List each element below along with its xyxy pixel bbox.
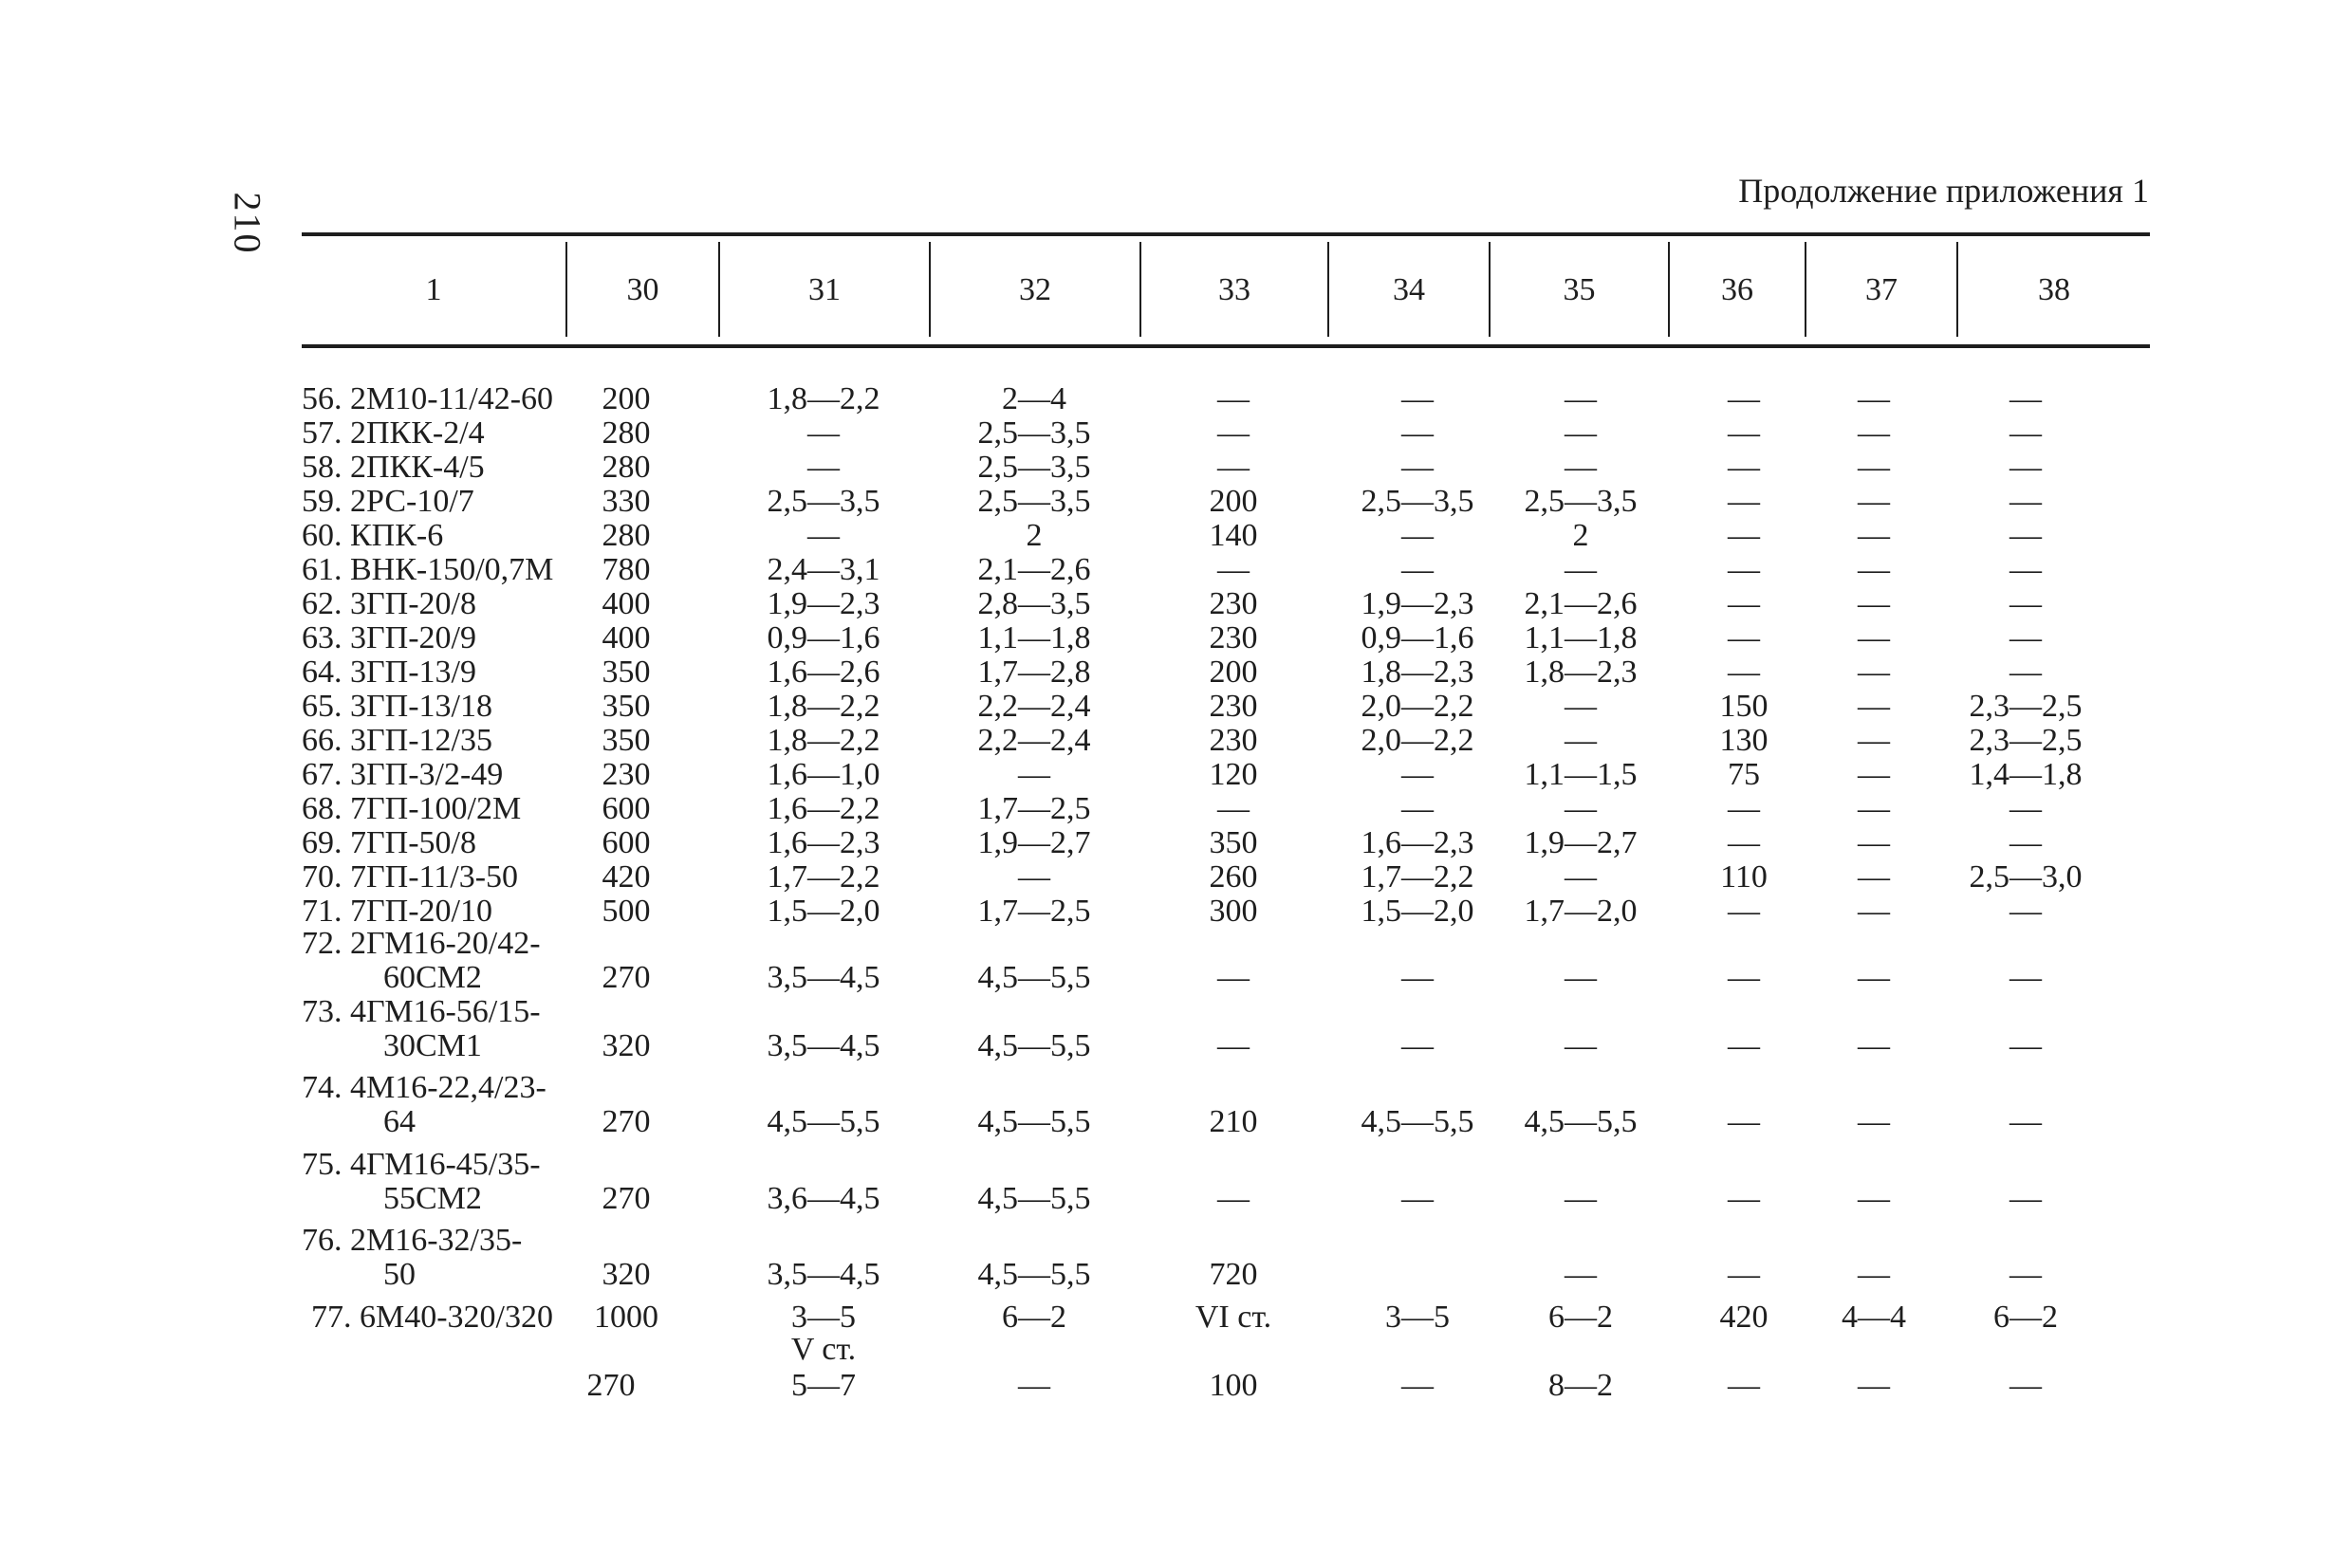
- row-name: 59. 2РС-10/7: [302, 484, 474, 519]
- table-cell: 1,6—2,2: [767, 791, 880, 826]
- table-cell: 200: [602, 381, 651, 416]
- row-name-continued: 64: [383, 1104, 416, 1139]
- table-cell: —: [2009, 620, 2042, 655]
- table-cell: —: [1217, 960, 1250, 995]
- table-cell: 2,5—3,5: [977, 415, 1091, 451]
- table-cell: VI ст.: [1195, 1300, 1272, 1335]
- table-cell: 3—5: [791, 1300, 856, 1335]
- table-cell: 2,0—2,2: [1361, 723, 1474, 758]
- caption: Продолжение приложения 1: [1738, 172, 2149, 210]
- table-cell: —: [2009, 552, 2042, 587]
- table-cell: —: [1728, 825, 1760, 860]
- table-cell: 1,9—2,7: [977, 825, 1091, 860]
- table-cell: —: [2009, 415, 2042, 451]
- table-cell: —: [1217, 552, 1250, 587]
- table-cell: 1,1—1,8: [977, 620, 1091, 655]
- table-cell: —: [1858, 757, 1890, 792]
- column-header: 30: [626, 271, 659, 307]
- table-cell: 8—2: [1548, 1368, 1613, 1403]
- column-header: 32: [1019, 271, 1051, 307]
- table-cell: 1,5—2,0: [767, 894, 880, 929]
- table-cell: 1,1—1,5: [1524, 757, 1638, 792]
- row-name-continued: 55СМ2: [383, 1181, 482, 1216]
- table-cell: 1,8—2,2: [767, 723, 880, 758]
- table-cell: —: [1565, 450, 1597, 485]
- table-cell: —: [1565, 1257, 1597, 1292]
- table-cell: 280: [602, 450, 651, 485]
- row-name: 70. 7ГП-11/3-50: [302, 859, 519, 895]
- table-cell: 500: [602, 894, 651, 929]
- table-cell: 420: [1719, 1300, 1769, 1335]
- table-cell: —: [1728, 415, 1760, 451]
- table-cell: 2,2—2,4: [977, 723, 1091, 758]
- table-cell: —: [1217, 1028, 1250, 1063]
- table-cell: 2,1—2,6: [1524, 586, 1638, 621]
- table-cell: 280: [602, 415, 651, 451]
- table-cell: —: [1565, 689, 1597, 724]
- table-cell: 320: [602, 1028, 651, 1063]
- table-cell: 1,7—2,5: [977, 791, 1091, 826]
- table-cell: 420: [602, 859, 651, 895]
- table-cell: —: [1565, 415, 1597, 451]
- row-name: 74. 4М16-22,4/23-: [302, 1070, 546, 1105]
- table-cell: 4,5—5,5: [977, 1028, 1091, 1063]
- table-cell: 3,5—4,5: [767, 1028, 880, 1063]
- table-cell: —: [1565, 791, 1597, 826]
- table-cell: —: [2009, 1181, 2042, 1216]
- table-cell: —: [1728, 1028, 1760, 1063]
- table-cell: 210: [1209, 1104, 1258, 1139]
- table-cell: —: [2009, 586, 2042, 621]
- table-cell: —: [1858, 415, 1890, 451]
- table-cell: —: [1728, 1257, 1760, 1292]
- table-cell: V ст.: [790, 1332, 857, 1367]
- table-cell: —: [1217, 415, 1250, 451]
- table-cell: —: [1401, 552, 1434, 587]
- table-cell: —: [1401, 1028, 1434, 1063]
- table-cell: —: [1401, 960, 1434, 995]
- table-cell: 2,5—3,5: [767, 484, 880, 519]
- table-cell: 1,7—2,8: [977, 655, 1091, 690]
- row-name: 64. 3ГП-13/9: [302, 655, 476, 690]
- table-cell: —: [1858, 381, 1890, 416]
- table-cell: —: [2009, 484, 2042, 519]
- row-name: 62. 3ГП-20/8: [302, 586, 476, 621]
- table-cell: 720: [1209, 1257, 1258, 1292]
- table-cell: —: [1728, 960, 1760, 995]
- column-header: 36: [1721, 271, 1753, 307]
- table-cell: 110: [1720, 859, 1768, 895]
- row-name: 69. 7ГП-50/8: [302, 825, 476, 860]
- table-cell: 0,9—1,6: [767, 620, 880, 655]
- table-cell: 1,9—2,3: [767, 586, 880, 621]
- row-name: 73. 4ГМ16-56/15-: [302, 994, 541, 1029]
- table-cell: —: [1858, 1104, 1890, 1139]
- row-name: 63. 3ГП-20/9: [302, 620, 476, 655]
- table-cell: —: [1728, 552, 1760, 587]
- row-name: 57. 2ПКК-2/4: [302, 415, 485, 451]
- table-cell: —: [1858, 689, 1890, 724]
- column-header: 38: [2038, 271, 2070, 307]
- table-cell: —: [1858, 1181, 1890, 1216]
- table-cell: 400: [602, 620, 651, 655]
- row-name-continued: 60СМ2: [383, 960, 482, 995]
- table-cell: 1,7—2,2: [1361, 859, 1474, 895]
- table-cell: 1,6—2,3: [767, 825, 880, 860]
- table-cell: 1,8—2,2: [767, 381, 880, 416]
- table-cell: 4,5—5,5: [1524, 1104, 1638, 1139]
- table-cell: —: [1018, 757, 1050, 792]
- table-cell: —: [1728, 655, 1760, 690]
- table-cell: —: [2009, 518, 2042, 553]
- table-cell: 400: [602, 586, 651, 621]
- table-cell: 1,6—1,0: [767, 757, 880, 792]
- row-name: 76. 2М16-32/35-: [302, 1223, 523, 1258]
- table-cell: 140: [1209, 518, 1258, 553]
- table-cell: 230: [1209, 586, 1258, 621]
- row-name-continued: 30СМ1: [383, 1028, 482, 1063]
- table-cell: 4,5—5,5: [977, 1104, 1091, 1139]
- table-cell: —: [1858, 791, 1890, 826]
- table-cell: 2,5—3,5: [977, 450, 1091, 485]
- table-cell: —: [1858, 586, 1890, 621]
- table-cell: —: [1217, 1181, 1250, 1216]
- column-header: 1: [425, 271, 442, 307]
- table-cell: 1,4—1,8: [1969, 757, 2083, 792]
- table-cell: —: [1401, 381, 1434, 416]
- table-cell: 1,8—2,2: [767, 689, 880, 724]
- table-cell: —: [1401, 1368, 1434, 1403]
- table-cell: 1,7—2,2: [767, 859, 880, 895]
- row-name: 71. 7ГП-20/10: [302, 894, 492, 929]
- table-cell: 330: [602, 484, 651, 519]
- table-cell: —: [1728, 586, 1760, 621]
- table-cell: 3—5: [1385, 1300, 1450, 1335]
- table-cell: —: [1217, 450, 1250, 485]
- table-cell: 2,5—3,5: [977, 484, 1091, 519]
- table-cell: —: [1565, 1181, 1597, 1216]
- table-cell: —: [1858, 518, 1890, 553]
- table-cell: —: [2009, 791, 2042, 826]
- table-cell: —: [1018, 1368, 1050, 1403]
- table-cell: 1000: [594, 1300, 658, 1335]
- table-cell: 4,5—5,5: [977, 960, 1091, 995]
- column-header: 35: [1563, 271, 1596, 307]
- table-cell: —: [1217, 381, 1250, 416]
- table-cell: 1,8—2,3: [1524, 655, 1638, 690]
- table-cell: —: [1858, 655, 1890, 690]
- table-cell: —: [2009, 1028, 2042, 1063]
- table-cell: 6—2: [1002, 1300, 1066, 1335]
- table-cell: —: [1565, 960, 1597, 995]
- table-cell: 2,5—3,5: [1524, 484, 1638, 519]
- table-cell: —: [1858, 960, 1890, 995]
- table-cell: —: [1858, 894, 1890, 929]
- table-cell: —: [2009, 655, 2042, 690]
- table-cell: 780: [602, 552, 651, 587]
- row-name: 67. 3ГП-3/2-49: [302, 757, 504, 792]
- table-cell: —: [1728, 894, 1760, 929]
- table-cell: —: [2009, 960, 2042, 995]
- row-name: 68. 7ГП-100/2М: [302, 791, 522, 826]
- row-name: 60. КПК-6: [302, 518, 444, 553]
- row-name: 58. 2ПКК-4/5: [302, 450, 485, 485]
- table-cell: 2,3—2,5: [1969, 689, 2083, 724]
- row-name: 77. 6М40-320/320: [311, 1300, 553, 1335]
- table-cell: —: [1728, 1104, 1760, 1139]
- table-cell: —: [1728, 1368, 1760, 1403]
- table-cell: 270: [602, 1181, 651, 1216]
- row-name: 66. 3ГП-12/35: [302, 723, 492, 758]
- table-cell: —: [1401, 415, 1434, 451]
- table-cell: —: [807, 518, 840, 553]
- table-cell: —: [2009, 894, 2042, 929]
- table-cell: 3,5—4,5: [767, 960, 880, 995]
- table-cell: —: [1858, 450, 1890, 485]
- table-cell: —: [1401, 450, 1434, 485]
- table-cell: 230: [1209, 620, 1258, 655]
- table-header-rule: [302, 344, 2150, 348]
- table-cell: 4,5—5,5: [977, 1181, 1091, 1216]
- table-cell: 1,8—2,3: [1361, 655, 1474, 690]
- table-cell: 1,6—2,3: [1361, 825, 1474, 860]
- table-cell: 3,6—4,5: [767, 1181, 880, 1216]
- table-cell: 4,5—5,5: [767, 1104, 880, 1139]
- table-cell: 2,5—3,5: [1361, 484, 1474, 519]
- table-cell: 280: [602, 518, 651, 553]
- table-cell: 120: [1209, 757, 1258, 792]
- table-cell: 2: [1572, 518, 1589, 553]
- table-cell: —: [1401, 518, 1434, 553]
- table-cell: 230: [1209, 723, 1258, 758]
- table-cell: 270: [586, 1368, 636, 1403]
- table-cell: —: [1858, 825, 1890, 860]
- table-cell: 260: [1209, 859, 1258, 895]
- table-cell: 0,9—1,6: [1361, 620, 1474, 655]
- table-cell: 75: [1728, 757, 1760, 792]
- table-cell: 1,6—2,6: [767, 655, 880, 690]
- table-cell: 350: [602, 723, 651, 758]
- table-cell: —: [2009, 825, 2042, 860]
- table-cell: —: [1728, 1181, 1760, 1216]
- table-cell: —: [1858, 552, 1890, 587]
- row-name: 65. 3ГП-13/18: [302, 689, 492, 724]
- row-name: 75. 4ГМ16-45/35-: [302, 1147, 541, 1182]
- table-cell: —: [1858, 1257, 1890, 1292]
- table-cell: 4—4: [1842, 1300, 1906, 1335]
- table-cell: —: [2009, 1104, 2042, 1139]
- table-cell: —: [1565, 859, 1597, 895]
- table-cell: 150: [1719, 689, 1769, 724]
- table-cell: 2,5—3,0: [1969, 859, 2083, 895]
- table-cell: —: [1728, 484, 1760, 519]
- table-cell: 1,5—2,0: [1361, 894, 1474, 929]
- table-cell: 1,7—2,5: [977, 894, 1091, 929]
- table-cell: 6—2: [1993, 1300, 2058, 1335]
- row-name: 61. ВНК-150/0,7М: [302, 552, 554, 587]
- column-header: 34: [1393, 271, 1425, 307]
- table-cell: 600: [602, 825, 651, 860]
- table-cell: 1,1—1,8: [1524, 620, 1638, 655]
- table-cell: —: [2009, 1257, 2042, 1292]
- table-cell: 2,2—2,4: [977, 689, 1091, 724]
- table-cell: 2: [1026, 518, 1043, 553]
- table-cell: —: [1401, 1181, 1434, 1216]
- table-cell: 300: [1209, 894, 1258, 929]
- table-cell: —: [807, 415, 840, 451]
- table-cell: 1,9—2,3: [1361, 586, 1474, 621]
- table-cell: 270: [602, 960, 651, 995]
- table-cell: 100: [1209, 1368, 1258, 1403]
- table-cell: —: [1858, 1368, 1890, 1403]
- table-cell: 6—2: [1548, 1300, 1613, 1335]
- table-cell: 3,5—4,5: [767, 1257, 880, 1292]
- table-cell: —: [1858, 859, 1890, 895]
- page-number: 210: [226, 192, 269, 255]
- table-cell: 600: [602, 791, 651, 826]
- table-cell: 4,5—5,5: [977, 1257, 1091, 1292]
- table-cell: —: [1401, 791, 1434, 826]
- table-cell: 350: [1209, 825, 1258, 860]
- table-cell: —: [1728, 791, 1760, 826]
- table-cell: —: [1858, 620, 1890, 655]
- row-name-continued: 50: [383, 1257, 416, 1292]
- table-cell: —: [807, 450, 840, 485]
- table-cell: 230: [602, 757, 651, 792]
- table-cell: 2,4—3,1: [767, 552, 880, 587]
- table-cell: —: [1728, 381, 1760, 416]
- table-cell: 2,3—2,5: [1969, 723, 2083, 758]
- table-cell: 2,8—3,5: [977, 586, 1091, 621]
- table-cell: 350: [602, 689, 651, 724]
- table-cell: —: [1565, 381, 1597, 416]
- table-cell: 200: [1209, 484, 1258, 519]
- table-cell: —: [1728, 518, 1760, 553]
- table-cell: 320: [602, 1257, 651, 1292]
- column-header: 37: [1865, 271, 1898, 307]
- table-cell: 230: [1209, 689, 1258, 724]
- table-cell: —: [1858, 484, 1890, 519]
- table-cell: 350: [602, 655, 651, 690]
- table-cell: —: [2009, 381, 2042, 416]
- table-cell: 4,5—5,5: [1361, 1104, 1474, 1139]
- table-cell: 2,1—2,6: [977, 552, 1091, 587]
- table-cell: —: [1728, 450, 1760, 485]
- table-cell: —: [1018, 859, 1050, 895]
- column-header: 33: [1218, 271, 1250, 307]
- table-cell: —: [2009, 450, 2042, 485]
- row-name: 72. 2ГМ16-20/42-: [302, 926, 541, 961]
- table-cell: 130: [1719, 723, 1769, 758]
- table-cell: —: [1858, 723, 1890, 758]
- table-cell: 270: [602, 1104, 651, 1139]
- row-name: 56. 2М10-11/42-60: [302, 381, 554, 416]
- table-cell: 1,7—2,0: [1524, 894, 1638, 929]
- table-cell: 200: [1209, 655, 1258, 690]
- table-cell: 1,9—2,7: [1524, 825, 1638, 860]
- column-header: 31: [808, 271, 841, 307]
- table-cell: 2—4: [1002, 381, 1066, 416]
- table-cell: 5—7: [791, 1368, 856, 1403]
- table-cell: —: [1565, 552, 1597, 587]
- table-top-rule: [302, 232, 2150, 236]
- table-cell: —: [1728, 620, 1760, 655]
- table-cell: 2,0—2,2: [1361, 689, 1474, 724]
- table-cell: —: [1401, 757, 1434, 792]
- table-cell: —: [2009, 1368, 2042, 1403]
- table-cell: —: [1217, 791, 1250, 826]
- table-cell: —: [1565, 1028, 1597, 1063]
- table-cell: —: [1858, 1028, 1890, 1063]
- table-cell: —: [1565, 723, 1597, 758]
